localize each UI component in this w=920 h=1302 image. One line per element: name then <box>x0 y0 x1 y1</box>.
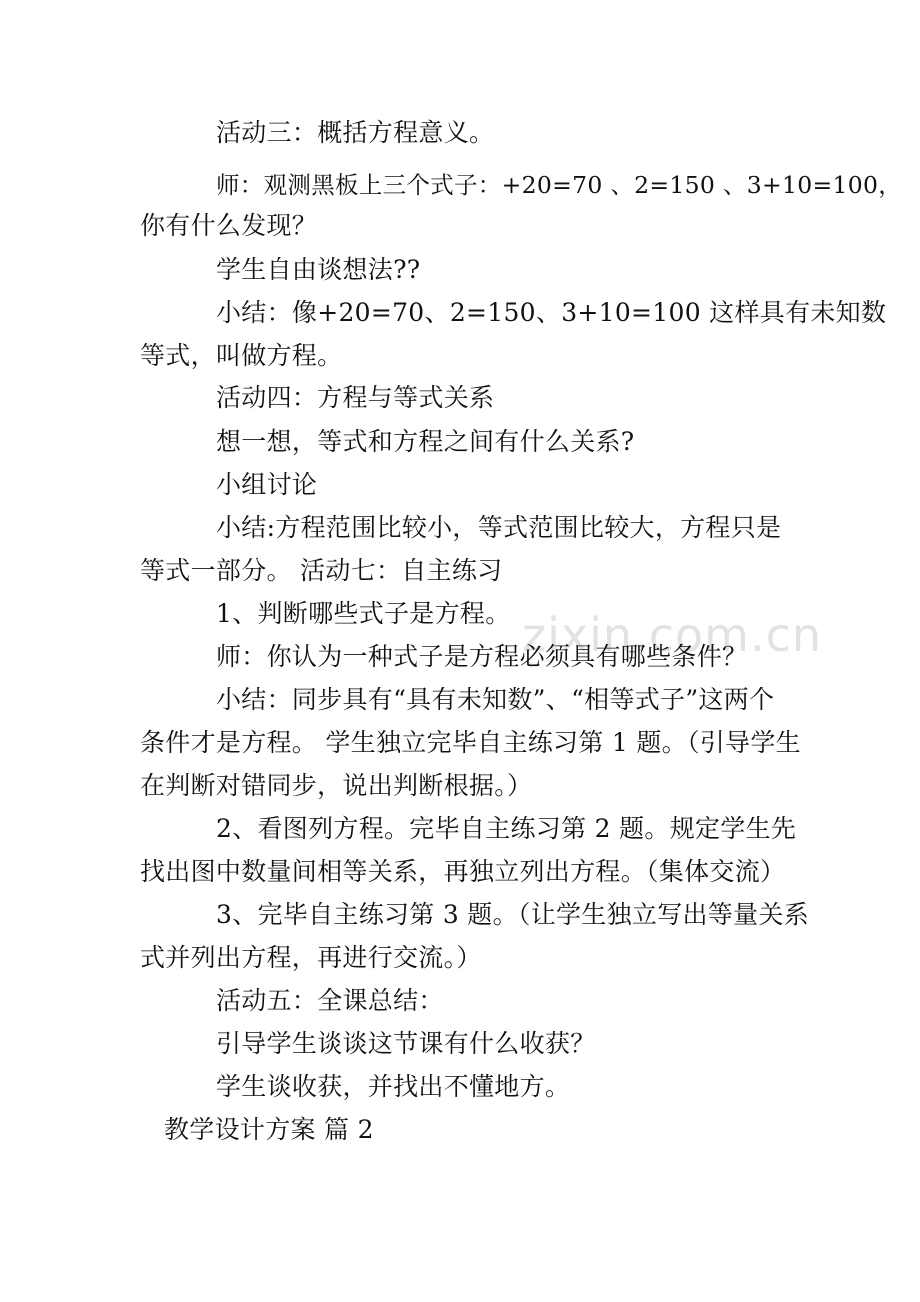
text-line: 活动三：概括方程意义。 <box>216 118 495 147</box>
text-line: 小组讨论 <box>216 470 318 499</box>
text-line: 式并列出方程，再进行交流。） <box>140 943 482 972</box>
text-line: 师：你认为一种式子是方程必须具有哪些条件？ <box>216 642 748 671</box>
text-line: 你有什么发现？ <box>140 211 318 240</box>
text-line: 师：观测黑板上三个式子：+20=70 、2=150 、3+10=100， <box>216 171 903 199</box>
text-line: 小结:方程范围比较小，等式范围比较大，方程只是 <box>216 513 782 542</box>
text-line: 等式一部分。 活动七：自主练习 <box>140 556 503 585</box>
text-line: 1、判断哪些式子是方程。 <box>216 599 511 628</box>
text-line: 想一想，等式和方程之间有什么关系? <box>216 427 635 456</box>
text-line: 活动五：全课总结： <box>216 986 444 1015</box>
text-line: 小结：同步具有“具有未知数”、“相等式子”这两个 <box>216 685 775 714</box>
text-line: 活动四：方程与等式关系 <box>216 383 495 412</box>
watermark: zixin.com.cn <box>522 608 823 662</box>
text-line: 3、完毕自主练习第 3 题。（让学生独立写出等量关系 <box>216 900 810 929</box>
text-line: 学生自由谈想法?? <box>216 255 421 284</box>
text-line: 学生谈收获，并找出不懂地方。 <box>216 1072 571 1101</box>
text-line: 在判断对错同步，说出判断根据。） <box>140 771 533 800</box>
text-line: 2、看图列方程。完毕自主练习第 2 题。规定学生先 <box>216 814 797 843</box>
section-heading: 教学设计方案 篇 2 <box>164 1115 374 1144</box>
text-line: 条件才是方程。 学生独立完毕自主练习第 1 题。（引导学生 <box>140 728 801 757</box>
text-line: 小结：像+20=70、2=150、3+10=100 这样具有未知数 <box>216 298 887 327</box>
text-line: 等式，叫做方程。 <box>140 341 343 370</box>
text-line: 找出图中数量间相等关系，再独立列出方程。（集体交流） <box>140 857 786 886</box>
text-line: 引导学生谈谈这节课有什么收获？ <box>216 1029 596 1058</box>
